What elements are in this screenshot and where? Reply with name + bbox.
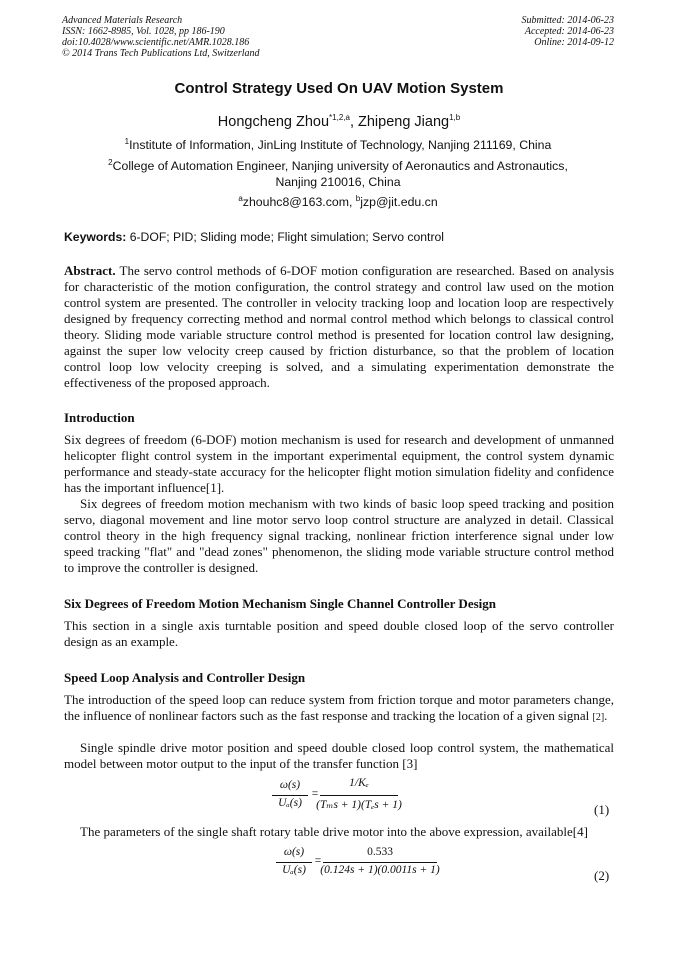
speed-loop-p1-text: The introduction of the speed loop can reduce system from friction torque and motor parameters change, the influence of nonlinear factors such as the fast response and tracking the location of a given signal [64, 692, 614, 723]
journal-issn: ISSN: 1662-8985, Vol. 1028, pp 186-190 [62, 26, 225, 37]
submitted-date: Submitted: 2014-06-23 [521, 15, 614, 26]
eq1-rhs-numerator: 1/Kₑ [349, 777, 369, 789]
date-header [522, 15, 615, 48]
journal-copyright: © 2014 Trans Tech Publications Ltd, Switzerland [62, 48, 260, 59]
online-date: Online: 2014-09-12 [534, 37, 614, 48]
journal-doi: doi:10.4028/www.scientific.net/AMR.1028.186 [62, 37, 250, 48]
abstract [64, 263, 614, 391]
author-separator: , [349, 114, 358, 130]
author-emails [62, 194, 614, 210]
affiliation-2-mark: 2 [108, 157, 113, 167]
section-heading-speed-loop: Speed Loop Analysis and Controller Design [64, 670, 306, 685]
eq1-equals: = [311, 788, 319, 800]
abstract-text: The servo control methods of 6-DOF motion configuration are researched. Based on analysis for characteristic of the motion configuration, the control strategy and control law used on the motion control system are presented. The controller in velocity tracking loop and location loop are respectively designed by frequency correcting method and normal control method which belongs to classical control theory. Sliding mode variable structure control method is presented for location control law designing, against the super low velocity creep caused by friction disturbance, so that the problem of location control loop low velocity creeping is solved, and a simulating experimentation demonstrate the effectiveness of the proposed approach. [64, 263, 615, 390]
equation-2-number: (2) [594, 868, 610, 883]
affiliation-2-line-2: Nanjing 210016, China [275, 175, 401, 189]
eq2-lhs-numerator: ω(s) [283, 846, 305, 858]
author-2-marks: 1,b [449, 113, 461, 123]
affiliation-1-mark: 1 [124, 136, 130, 146]
section-2-text: This section in a single axis turntable position and speed double closed loop of the servo controller design as an example. [64, 618, 614, 649]
eq1-rhs-denominator: (Tₘs + 1)(Tₑs + 1) [316, 799, 402, 811]
email-2-mark: b [355, 193, 361, 203]
affiliation-2-line-1: College of Automation Engineer, Nanjing university of Aeronautics and Astronautics, [112, 159, 568, 173]
intro-p1-text: Six degrees of freedom (6-DOF) motion mechanism is used for research and development of unmanned helicopter flight control system in the important experimental equipment, the control system dynamic performance and steady-state accuracy for the helicopter flight motion simulation fidelity and confidence has the important influence[1]. [64, 432, 614, 495]
author-2: Zhipeng Jiang [358, 114, 450, 130]
eq1-lhs-denominator: Uₐ(s) [278, 797, 302, 809]
eq2-rhs-numerator: 0.533 [367, 846, 393, 858]
section-heading-introduction: Introduction [64, 410, 135, 425]
journal-header [62, 15, 260, 59]
author-line [0, 114, 678, 130]
keywords [64, 230, 444, 244]
eq2-rhs-denominator: (0.124s + 1)(0.0011s + 1) [320, 864, 440, 876]
email-separator: , [348, 195, 356, 209]
accepted-date: Accepted: 2014-06-23 [524, 26, 614, 37]
speed-loop-p2-text: Single spindle drive motor position and speed double closed loop control system, the mathematical model between motor output to the input of the transfer function [3] [64, 740, 614, 771]
abstract-label: Abstract. [64, 263, 116, 278]
keywords-list: 6-DOF; PID; Sliding mode; Flight simulation; Servo control [129, 230, 444, 244]
section-heading-six-dof: Six Degrees of Freedom Motion Mechanism Single Channel Controller Design [64, 596, 496, 611]
affiliation-1 [62, 137, 614, 153]
equation-1-number: (1) [594, 802, 610, 817]
eq1-lhs-fraction-bar [272, 795, 308, 796]
speed-loop-p3-text: The parameters of the single shaft rotary table drive motor into the above expression, available[4] [80, 824, 588, 839]
introduction-paragraph-2 [64, 496, 614, 576]
paper-title: Control Strategy Used On UAV Motion System [174, 80, 504, 97]
speed-loop-paragraph-3 [64, 824, 614, 840]
affiliation-1-text: Institute of Information, JinLing Institute of Technology, Nanjing 211169, China [129, 138, 552, 152]
journal-name: Advanced Materials Research [62, 15, 183, 26]
eq1-rhs-fraction-bar [320, 795, 398, 796]
email-2: jzp@jit.edu.cn [360, 195, 438, 209]
affiliation-2 [62, 158, 614, 190]
email-1-mark: a [238, 193, 243, 203]
speed-loop-paragraph-1 [64, 692, 614, 726]
speed-loop-paragraph-2 [64, 740, 614, 772]
email-1: zhouhc8@163.com [242, 195, 349, 209]
keywords-label: Keywords: [64, 230, 127, 244]
section-2-paragraph [64, 618, 614, 650]
eq2-lhs-fraction-bar [276, 862, 312, 863]
eq2-rhs-fraction-bar [323, 862, 437, 863]
intro-p2-text: Six degrees of freedom motion mechanism with two kinds of basic loop speed tracking and position servo, diagonal movement and line motor servo loop control structure are analyzed in detail. Classical control theory in the high frequency signal tracking, nonlinear friction interference signal under low speed tracking "flat" and "dead zones" phenomenon, the sliding mode variable structure control method to improve the controller is designed. [64, 496, 614, 575]
eq2-equals: = [314, 855, 322, 867]
author-1-marks: *1,2,a [329, 113, 350, 123]
speed-loop-p1-end: . [604, 708, 608, 723]
citation-2: [2] [592, 712, 605, 723]
eq1-lhs-numerator: ω(s) [279, 779, 301, 791]
introduction-paragraph-1 [64, 432, 614, 496]
author-1: Hongcheng Zhou [217, 114, 330, 130]
eq2-lhs-denominator: Uₐ(s) [282, 864, 306, 876]
